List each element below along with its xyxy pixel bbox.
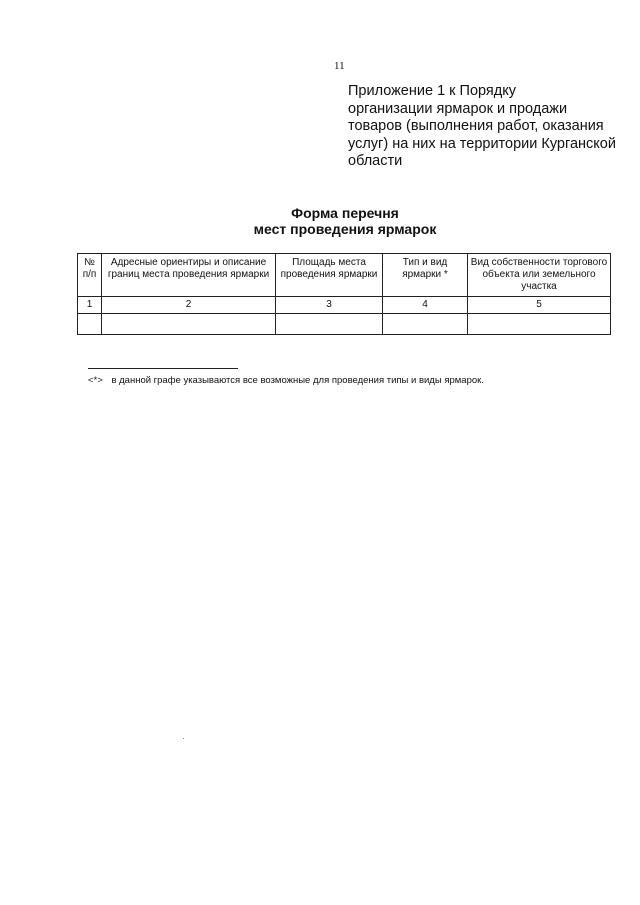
appendix-line: области — [348, 153, 403, 169]
column-number-cell: 4 — [383, 297, 468, 314]
column-number-cell: 1 — [78, 297, 102, 314]
appendix-line: товаров (выполнения работ, оказания — [348, 118, 604, 134]
column-number-cell: 5 — [468, 297, 611, 314]
header-cell-type: Тип и вид ярмарки * — [383, 254, 468, 297]
header-cell-number: № п/п — [78, 254, 102, 297]
form-title — [200, 205, 490, 237]
empty-cell — [383, 314, 468, 335]
header-cell-address: Адресные ориентиры и описание границ места проведения ярмарки — [102, 254, 276, 297]
table-row — [78, 297, 611, 314]
scan-speck — [183, 738, 184, 739]
form-title-line: мест проведения ярмарок — [253, 221, 437, 237]
appendix-line: услуг) на них на территории Курганской — [348, 135, 616, 152]
fair-places-table — [77, 253, 611, 335]
empty-cell — [102, 314, 276, 335]
table-header-row — [78, 254, 611, 297]
empty-cell — [78, 314, 102, 335]
empty-cell — [468, 314, 611, 335]
footnote — [88, 375, 484, 386]
header-cell-area: Площадь места проведения ярмарки — [276, 254, 383, 297]
footnote-rule — [88, 368, 238, 369]
footnote-text: в данной графе указываются все возможные для проведения типы и виды ярмарок. — [111, 375, 484, 386]
appendix-header — [348, 83, 620, 171]
form-title-line: Форма перечня — [291, 205, 399, 221]
header-cell-ownership: Вид собственности торгового объекта или земельного участка — [468, 254, 611, 297]
empty-cell — [276, 314, 383, 335]
footnote-marker: <*> — [88, 375, 103, 386]
appendix-line: организации ярмарок и продажи — [348, 100, 568, 117]
column-number-cell: 2 — [102, 297, 276, 314]
table-row — [78, 314, 611, 335]
appendix-line: Приложение 1 к Порядку — [348, 83, 516, 99]
page-number: 11 — [334, 60, 345, 72]
column-number-cell: 3 — [276, 297, 383, 314]
